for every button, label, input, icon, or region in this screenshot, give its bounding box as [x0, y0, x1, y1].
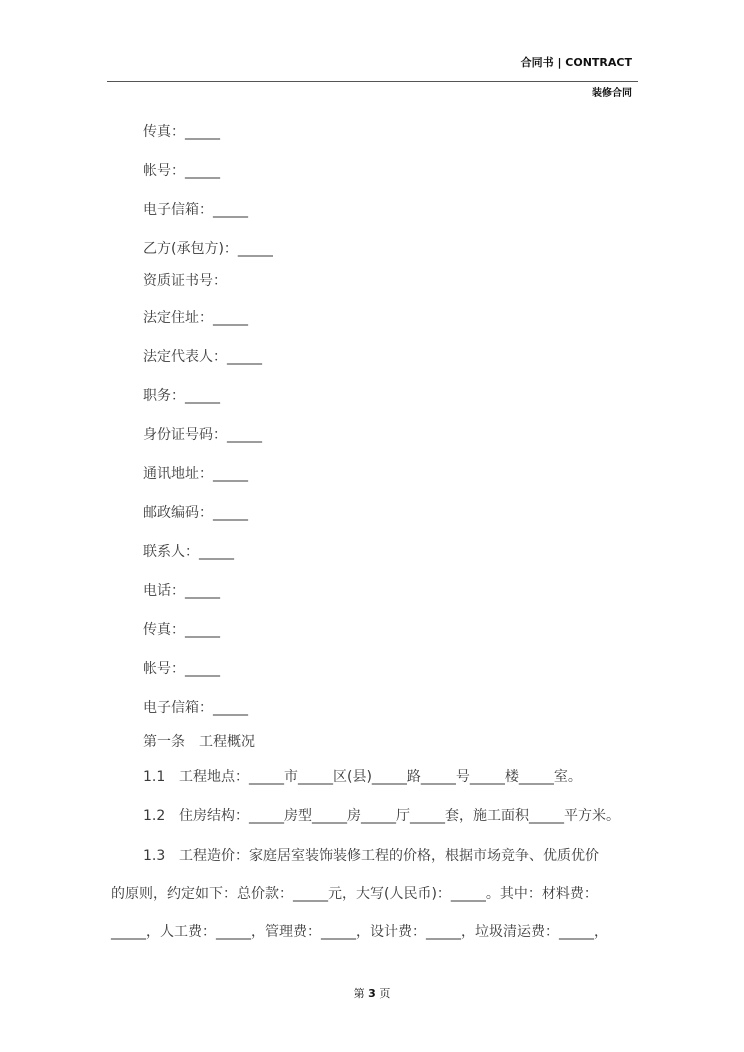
clause-1-3 [143, 845, 599, 865]
field-representative: 法定代表人：_____ [143, 349, 262, 365]
field-contact: 联系人：_____ [143, 544, 234, 560]
clause-text: 住房结构：_____房型_____房_____厅_____套，施工面积_____平方米。 [179, 808, 620, 824]
field-fax-a: 传真：_____ [143, 124, 220, 140]
field-address: 法定住址：_____ [143, 310, 248, 326]
field-license: 资质证书号： [143, 273, 227, 289]
clause-number: 1.3 [143, 848, 166, 864]
footer-suffix: 页 [379, 987, 391, 1000]
field-account-b: 帐号：_____ [143, 661, 220, 677]
field-position: 职务：_____ [143, 388, 220, 404]
field-email-b: 电子信箱：_____ [143, 700, 248, 716]
clause-1-2 [143, 805, 620, 825]
clause-number: 1.2 [143, 808, 166, 824]
clause-1-3-line2: 的原则，约定如下：总价款：_____元，大写(人民币)：_____。其中：材料费： [111, 886, 598, 902]
field-postcode: 邮政编码：_____ [143, 505, 248, 521]
clause-1-3-line3: _____，人工费：_____，管理费：_____，设计费：_____，垃圾清运费：_____， [111, 924, 608, 940]
section-heading: 第一条 工程概况 [143, 734, 255, 750]
field-account-a: 帐号：_____ [143, 163, 220, 179]
header-rule [107, 81, 638, 82]
page-number: 3 [368, 987, 376, 1000]
clause-1-1 [143, 766, 582, 786]
field-phone: 电话：_____ [143, 583, 220, 599]
field-id-number: 身份证号码：_____ [143, 427, 262, 443]
header-brand: 合同书 | CONTRACT [520, 56, 632, 69]
footer-prefix: 第 [353, 987, 365, 1000]
header-subtitle: 装修合同 [592, 88, 632, 99]
page-footer [0, 985, 744, 1001]
field-mail-address: 通讯地址：_____ [143, 466, 248, 482]
field-email-a: 电子信箱：_____ [143, 202, 248, 218]
clause-number: 1.1 [143, 769, 166, 785]
clause-text: 工程地点：_____市_____区(县)_____路_____号_____楼_____室。 [179, 769, 582, 785]
clause-text: 工程造价：家庭居室装饰装修工程的价格，根据市场竞争、优质优价 [179, 848, 599, 864]
field-fax-b: 传真：_____ [143, 622, 220, 638]
field-party-b: 乙方(承包方)：_____ [143, 241, 273, 257]
